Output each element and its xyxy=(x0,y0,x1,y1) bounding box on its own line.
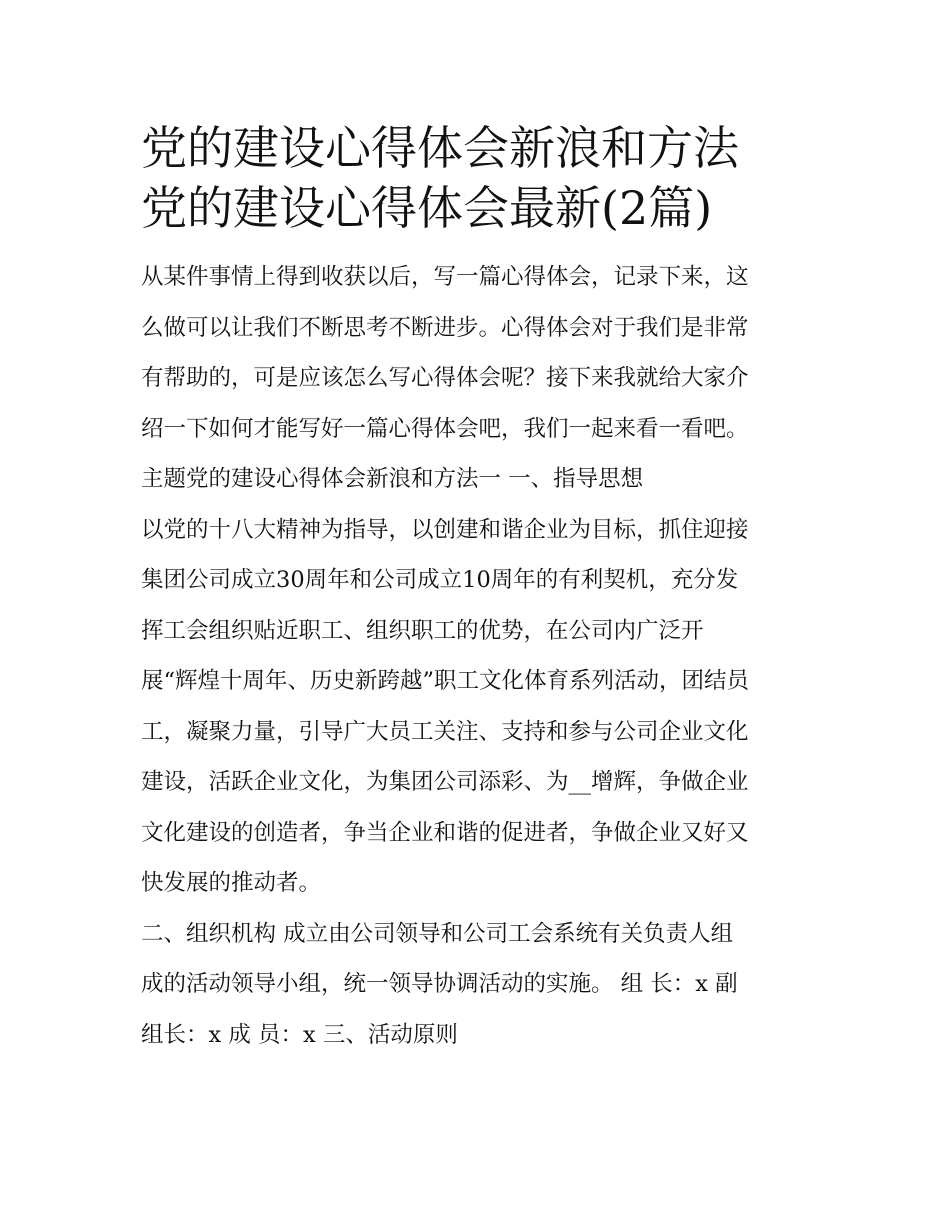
body-line: 快发展的推动者。 xyxy=(141,870,322,896)
body-line: 文化建设的创造者，争当企业和谐的促进者，争做企业又好又 xyxy=(141,819,749,846)
section-heading-line: 二、组织机构 成立由公司领导和公司工会系统有关负责人组 xyxy=(141,920,734,947)
body-line: 工，凝聚力量，引导广大员工关注、支持和参与公司企业文化 xyxy=(141,718,749,745)
body-line: 有帮助的，可是应该怎么写心得体会呢？接下来我就给大家介 xyxy=(141,365,749,391)
document-title xyxy=(141,118,821,238)
body-line: 展“辉煌十周年、历史新跨越”职工文化体育系列活动，团结员 xyxy=(141,668,750,694)
body-line: 成的活动领导小组，统一领导协调活动的实施。 组 长：x 副 xyxy=(141,971,738,997)
body-line: 以党的十八大精神为指导，以创建和谐企业为目标，抓住迎接 xyxy=(141,516,749,543)
body-line: 绍一下如何才能写好一篇心得体会吧，我们一起来看一看吧。 xyxy=(141,415,749,442)
body-line: 么做可以让我们不断思考不断进步。心得体会对于我们是非常 xyxy=(141,314,749,341)
body-line: 挥工会组织贴近职工、组织职工的优势，在公司内广泛开 xyxy=(141,617,704,644)
document-body xyxy=(141,252,821,1060)
body-line: 集团公司成立30周年和公司成立10周年的有利契机，充分发 xyxy=(141,567,739,593)
body-line: 从某件事情上得到收获以后，写一篇心得体会，记录下来，这 xyxy=(141,264,749,290)
body-line: 组长：x 成 员：x 三、活动原则 xyxy=(141,1021,458,1048)
title-line: 党的建设心得体会最新(2篇) xyxy=(141,181,713,235)
document-page xyxy=(141,118,821,1060)
body-line: 建设，活跃企业文化，为集团公司添彩、为__增辉，争做企业 xyxy=(141,769,749,795)
section-heading-line: 主题党的建设心得体会新浪和方法一 一、指导思想 xyxy=(141,466,644,492)
title-line: 党的建设心得体会新浪和方法 xyxy=(141,121,739,175)
